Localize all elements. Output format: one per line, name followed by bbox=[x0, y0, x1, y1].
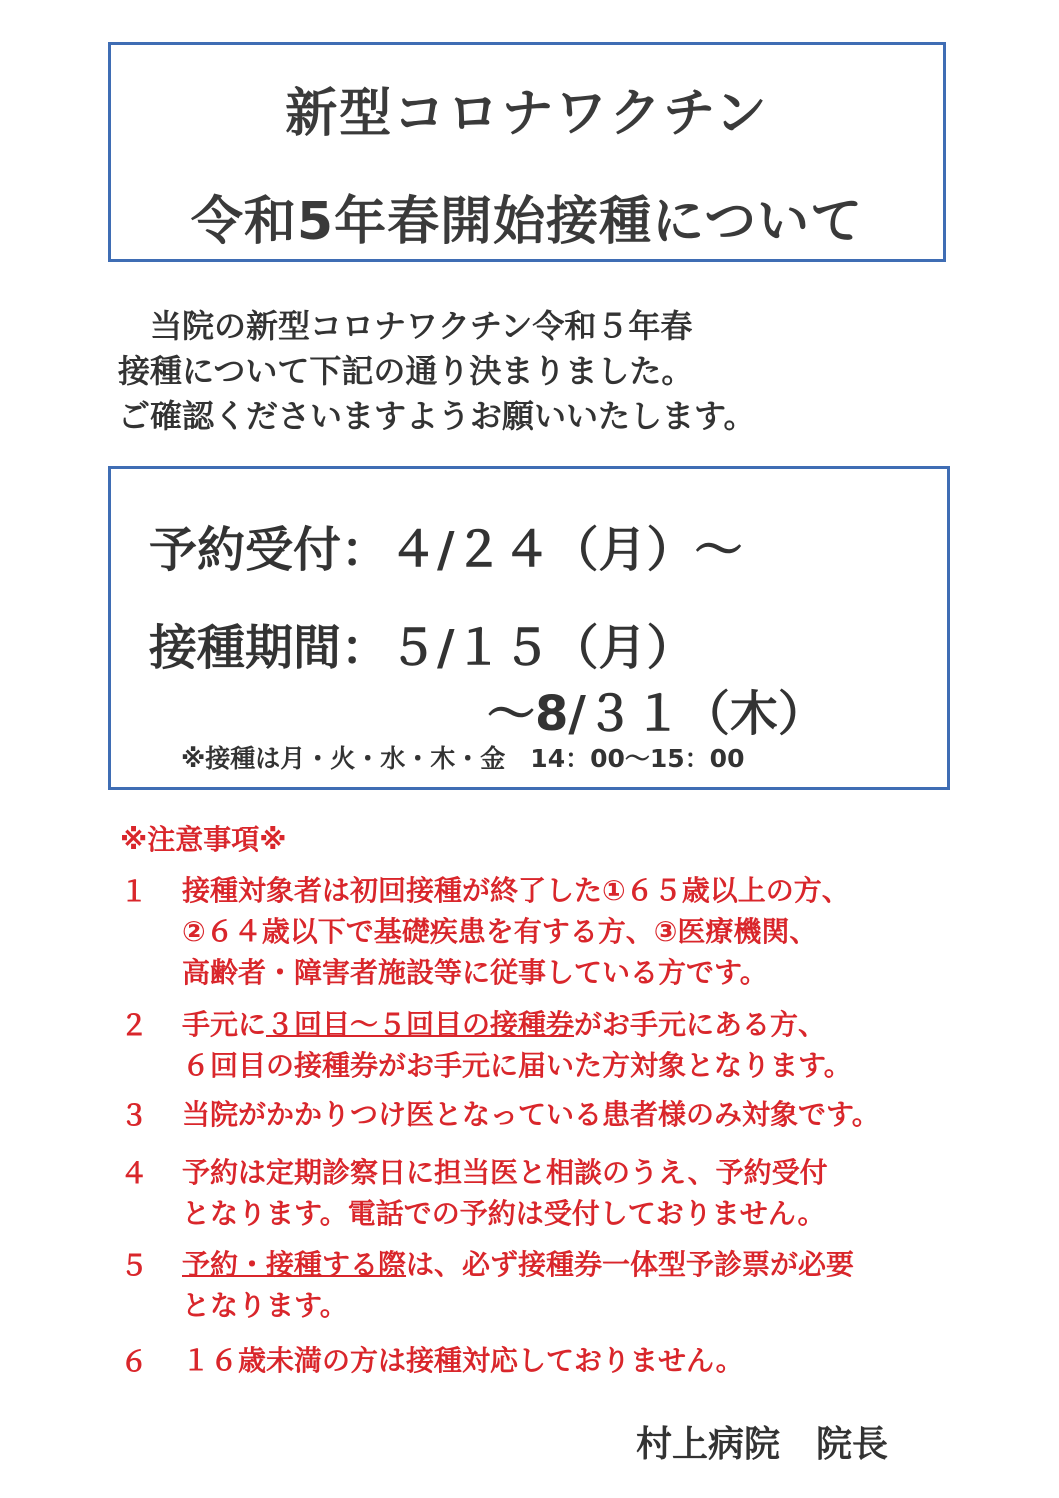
caution-line: となります。 bbox=[182, 1289, 348, 1322]
intro-line-2: 接種について下記の通り決まりました。 bbox=[118, 352, 694, 390]
title-line-2: 令和5年春開始接種について bbox=[190, 192, 864, 252]
caution-item-number: ６ bbox=[120, 1345, 149, 1378]
caution-item-text bbox=[182, 1094, 880, 1135]
signature: 村上病院 院長 bbox=[636, 1424, 889, 1465]
intro-line-3: ご確認くださいますようお願いいたします。 bbox=[118, 397, 756, 435]
reservation-date: 予約受付：４/２４（月）～ bbox=[149, 522, 743, 578]
caution-item-text bbox=[182, 870, 850, 993]
caution-line: ②６４歳以下で基礎疾患を有する方、③医療機関、 bbox=[182, 915, 818, 948]
caution-item-text bbox=[182, 1340, 744, 1381]
caution-item-text bbox=[182, 1244, 854, 1326]
period-end: ～8/３１（木） bbox=[487, 686, 826, 742]
caution-line bbox=[182, 1004, 852, 1045]
caution-line: 高齢者・障害者施設等に従事している方です。 bbox=[182, 956, 768, 989]
caution-line: 接種対象者は初回接種が終了した①６５歳以上の方、 bbox=[182, 874, 850, 907]
caution-text: は、必ず接種券一体型予診票が必要 bbox=[406, 1248, 855, 1281]
caution-line: となります。電話での予約は受付しておりません。 bbox=[182, 1197, 826, 1230]
caution-underlined-text: 予約・接種する際 bbox=[182, 1248, 407, 1281]
intro-text bbox=[118, 304, 1018, 439]
caution-line: ６回目の接種券がお手元に届いた方対象となります。 bbox=[182, 1049, 852, 1082]
caution-item-number: ２ bbox=[120, 1009, 149, 1042]
period-start: 接種期間：５/１５（月） bbox=[149, 620, 695, 676]
title-line-1: 新型コロナワクチン bbox=[285, 84, 769, 144]
caution-text: 手元に bbox=[182, 1008, 267, 1041]
caution-text: がお手元にある方、 bbox=[574, 1008, 827, 1041]
schedule-box bbox=[108, 466, 950, 790]
title-box bbox=[108, 42, 946, 262]
caution-item-number: ５ bbox=[120, 1249, 149, 1282]
caution-item-number: １ bbox=[120, 875, 149, 908]
schedule-note: ※接種は月・火・水・木・金 14：00～15：00 bbox=[181, 744, 745, 773]
caution-line: １６歳未満の方は接種対応しておりません。 bbox=[182, 1344, 744, 1377]
caution-item-number: ３ bbox=[120, 1099, 149, 1132]
caution-line bbox=[182, 1244, 854, 1285]
caution-item-text bbox=[182, 1004, 852, 1086]
caution-underlined-text: ３回目～５回目の接種券 bbox=[266, 1008, 575, 1041]
caution-item-text bbox=[182, 1152, 828, 1234]
caution-line: 予約は定期診察日に担当医と相談のうえ、予約受付 bbox=[182, 1156, 828, 1189]
caution-item-number: ４ bbox=[120, 1157, 149, 1190]
caution-heading: ※注意事項※ bbox=[120, 823, 287, 856]
intro-line-1: 当院の新型コロナワクチン令和５年春 bbox=[118, 307, 693, 345]
caution-line: 当院がかかりつけ医となっている患者様のみ対象です。 bbox=[182, 1098, 880, 1131]
